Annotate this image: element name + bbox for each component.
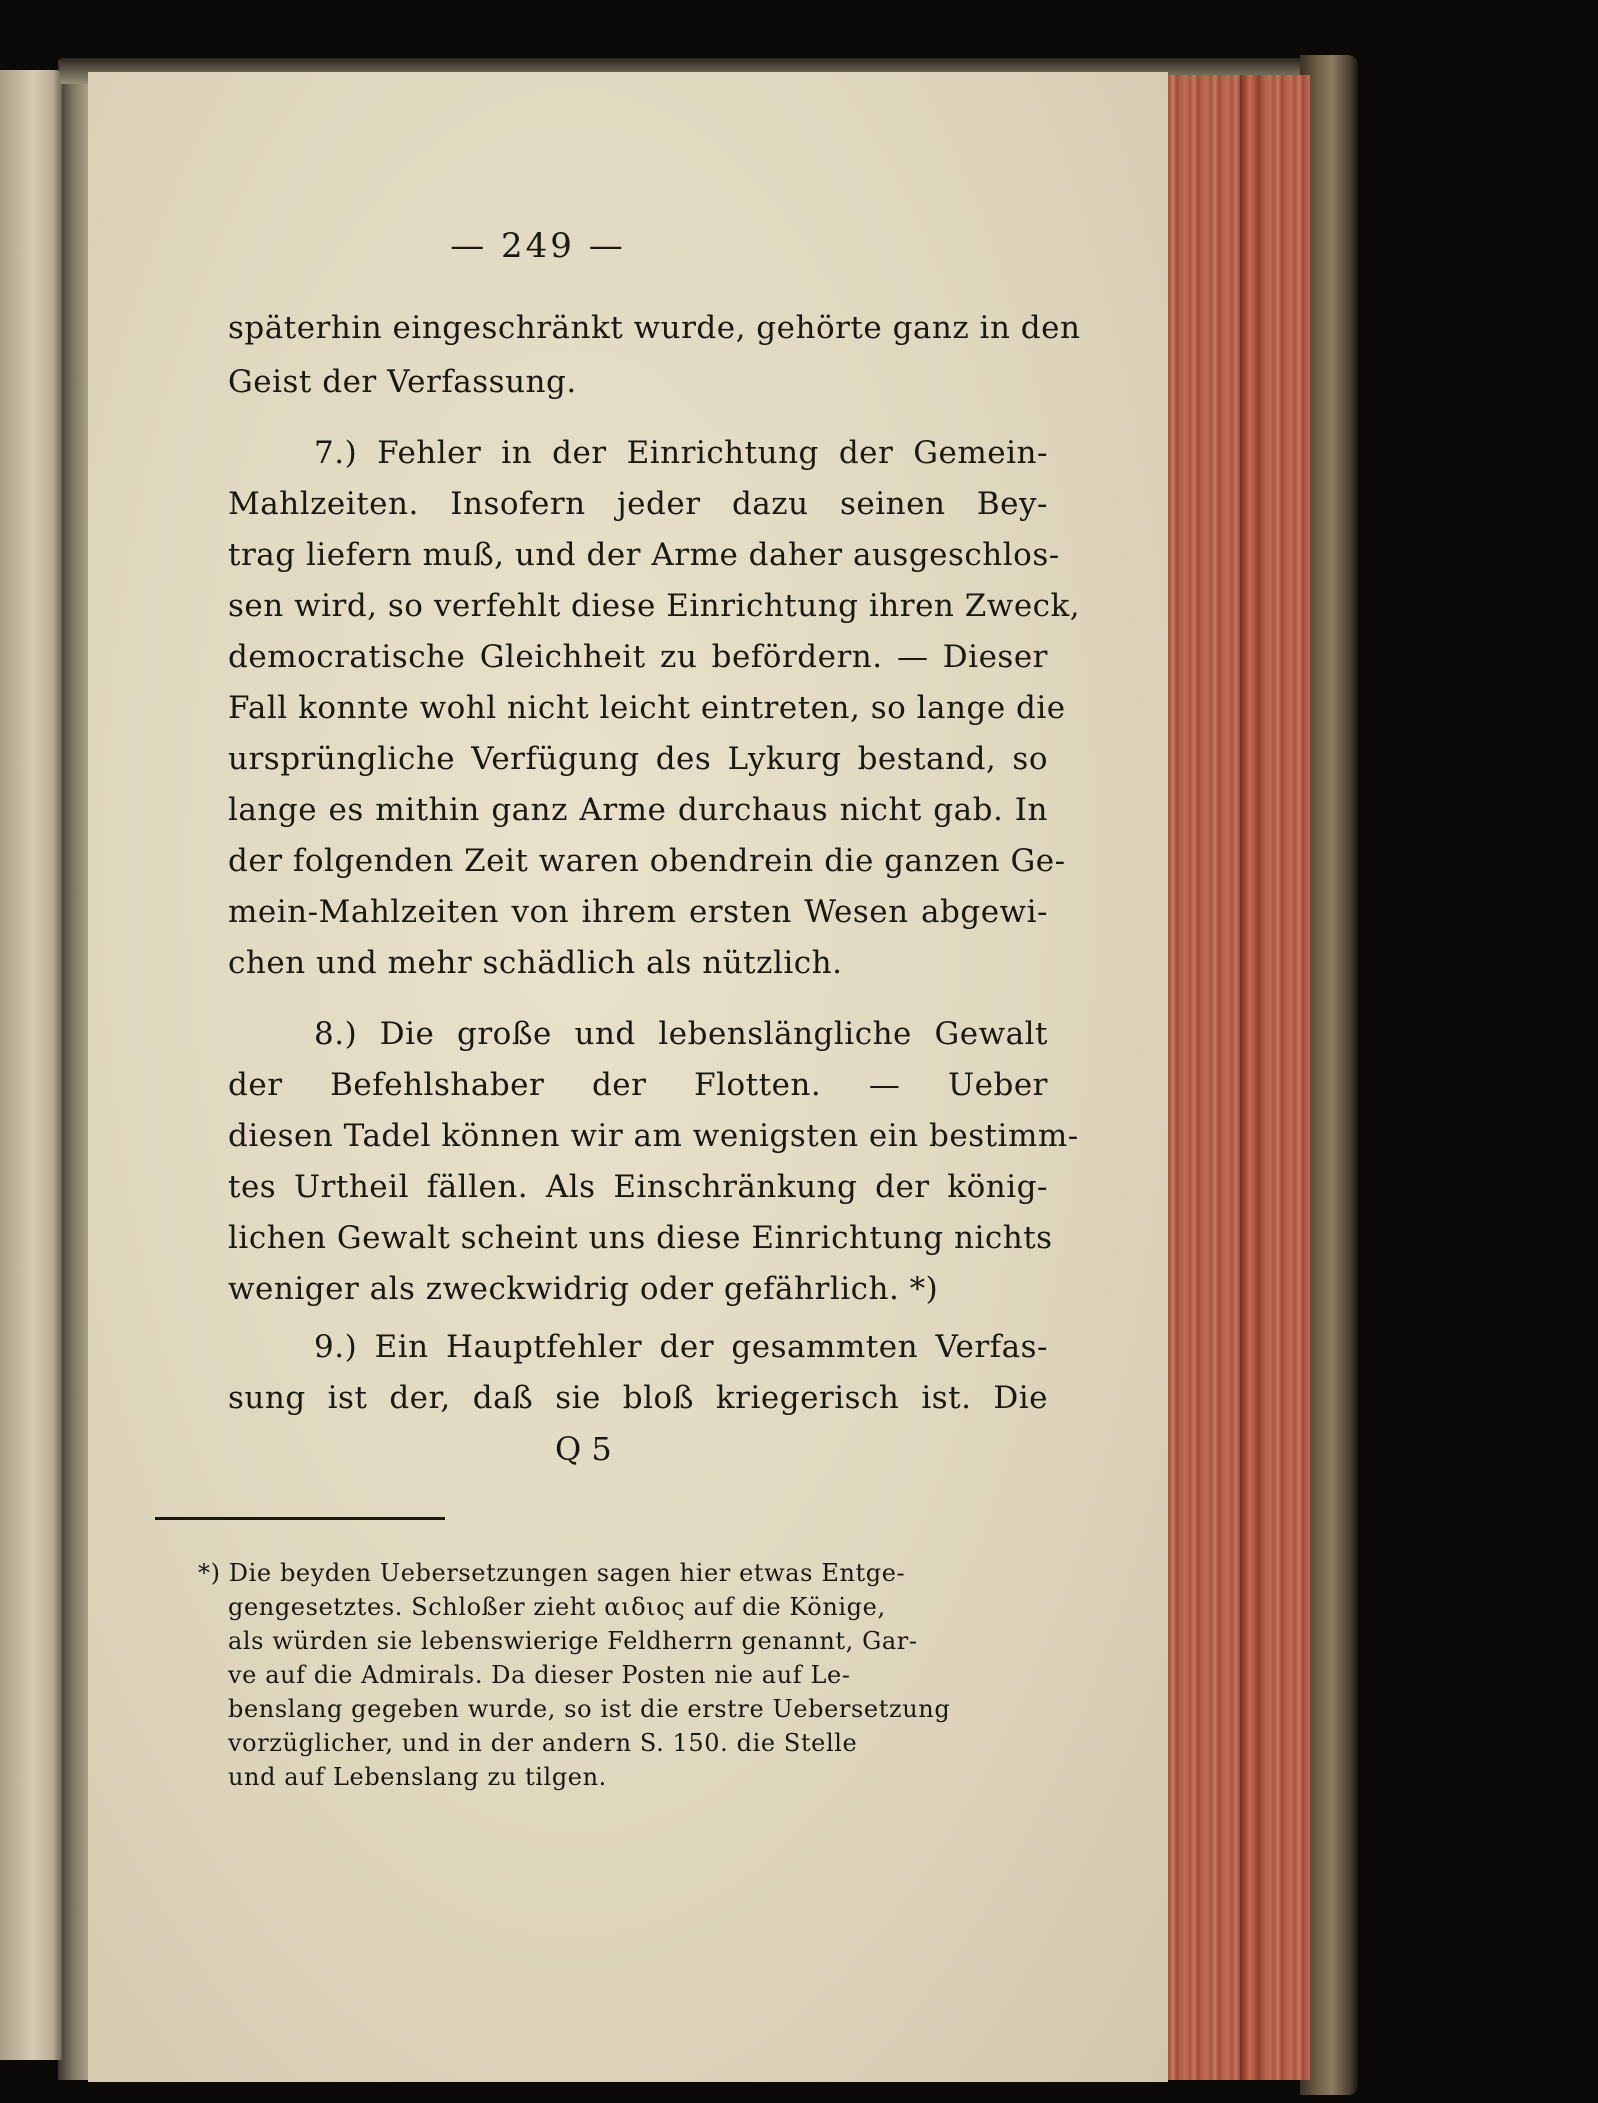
text-line: lange es mithin ganz Arme durchaus nicht gab. In — [228, 792, 1048, 828]
text-line: weniger als zweckwidrig oder gefährlich. *) — [228, 1271, 939, 1307]
previous-page-edge — [0, 70, 62, 2060]
text-line: chen und mehr schädlich als nützlich. — [228, 945, 843, 981]
page-edges-shadow — [1240, 75, 1260, 2080]
text-line: Fall konnte wohl nicht leicht eintreten, so lange die — [228, 690, 1066, 726]
footnote-rule — [155, 1517, 445, 1520]
text-line: sen wird, so verfehlt diese Einrichtung ihren Zweck, — [228, 588, 1081, 624]
text-line: diesen Tadel können wir am wenigsten ein bestimm- — [228, 1118, 1079, 1154]
text-line: 9.) Ein Hauptfehler der gesammten Verfas- — [314, 1329, 1048, 1365]
text-line: mein-Mahlzeiten von ihrem ersten Wesen abgewi- — [228, 894, 1048, 930]
footnote-line: benslang gegeben wurde, so ist die erstre Uebersetzung — [228, 1695, 951, 1723]
text-line: späterhin eingeschränkt wurde, gehörte ganz in den — [228, 310, 1081, 346]
footnote-line: gengesetztes. Schloßer zieht αιδιος auf die Könige, — [228, 1593, 886, 1621]
footnote-line: und auf Lebenslang zu tilgen. — [228, 1763, 607, 1791]
text-line: ursprüngliche Verfügung des Lykurg bestand, so — [228, 741, 1048, 777]
text-line: Mahlzeiten. Insofern jeder dazu seinen Bey- — [228, 486, 1048, 522]
text-line: tes Urtheil fällen. Als Einschränkung der könig- — [228, 1169, 1048, 1205]
text-line: der Befehlshaber der Flotten. — Ueber — [228, 1067, 1048, 1103]
text-line: der folgenden Zeit waren obendrein die ganzen Ge- — [228, 843, 1066, 879]
signature-mark: Q 5 — [555, 1430, 612, 1468]
footnote-line: *) Die beyden Uebersetzungen sagen hier etwas Entge- — [198, 1559, 906, 1587]
footnote-line: ve auf die Admirals. Da dieser Posten nie auf Le- — [228, 1661, 851, 1689]
page-number: — 249 — — [450, 226, 626, 266]
book-page — [88, 72, 1168, 2082]
text-line: Geist der Verfassung. — [228, 364, 577, 400]
text-line: 8.) Die große und lebenslängliche Gewalt — [314, 1016, 1048, 1052]
text-line: 7.) Fehler in der Einrichtung der Gemein- — [314, 435, 1048, 471]
text-line: lichen Gewalt scheint uns diese Einrichtung nichts — [228, 1220, 1053, 1256]
footnote-line: als würden sie lebenswierige Feldherrn genannt, Gar- — [228, 1627, 918, 1655]
text-line: sung ist der, daß sie bloß kriegerisch ist. Die — [228, 1380, 1048, 1416]
text-line: democratische Gleichheit zu befördern. — Dieser — [228, 639, 1048, 675]
footnote-line: vorzüglicher, und in der andern S. 150. die Stelle — [228, 1729, 858, 1757]
text-line: trag liefern muß, und der Arme daher ausgeschlos- — [228, 537, 1060, 573]
page-edges — [1160, 75, 1310, 2080]
